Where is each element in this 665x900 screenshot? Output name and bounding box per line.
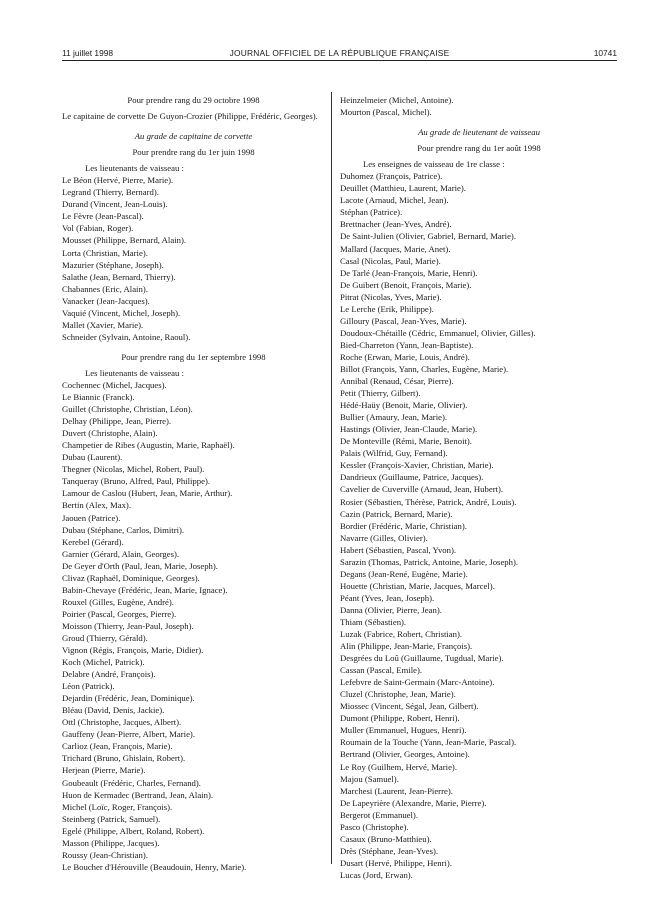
name-entry: Michel (Loïc, Roger, François). xyxy=(62,801,173,812)
name-entry: Egelé (Philippe, Albert, Roland, Robert). xyxy=(62,825,205,836)
name-entry: Stéphan (Patrice). xyxy=(340,207,403,218)
name-entry: Groud (Thierry, Gérald). xyxy=(62,632,148,643)
name-entry: Bertrand (Olivier, Georges, Antoine). xyxy=(340,749,470,760)
rank-heading: Pour prendre rang du 29 octobre 1998 xyxy=(127,95,260,105)
name-entry: De Tarlé (Jean-François, Marie, Henri). xyxy=(340,267,478,278)
name-entry: Bordier (Frédéric, Marie, Christian). xyxy=(340,520,467,531)
name-entry: Mallet (Xavier, Marie). xyxy=(62,319,144,330)
name-entry: Lacote (Arnaud, Michel, Jean). xyxy=(340,195,449,206)
name-entry: Salathe (Jean, Bernard, Thierry). xyxy=(62,271,176,282)
name-entry: Rosier (Sébastien, Thérèse, Patrick, André, Louis). xyxy=(340,496,517,507)
name-entry: Bléau (David, Denis, Jackie). xyxy=(62,705,165,716)
name-entry: Le Roy (Guilhem, Hervé, Marie). xyxy=(340,761,458,772)
grade-heading: Au grade de capitaine de corvette xyxy=(134,131,253,142)
name-entry: Houette (Christian, Marie, Jacques, Marcel). xyxy=(340,580,495,591)
name-entry: Bertin (Alex, Max). xyxy=(62,500,131,511)
name-entry: Hastings (Olivier, Jean-Claude, Marie). xyxy=(340,424,478,435)
name-entry: Kessler (François-Xavier, Christian, Marie). xyxy=(340,460,494,471)
name-entry: Cazin (Patrick, Bernard, Marie). xyxy=(340,508,453,519)
name-entry: Lamour de Caslou (Hubert, Jean, Marie, Arthur). xyxy=(62,488,233,499)
name-entry: Carlioz (Jean, François, Marie). xyxy=(62,741,173,752)
name-entry: Delhay (Philippe, Jean, Pierre). xyxy=(62,416,172,427)
name-entry: Pitrat (Nicolas, Yves, Marie). xyxy=(340,291,442,302)
name-entry: Ottl (Christophe, Jacques, Albert). xyxy=(62,717,182,728)
name-entry: Navarre (Gilles, Olivier). xyxy=(340,532,428,543)
name-entry: Moisson (Thierry, Jean-Paul, Joseph). xyxy=(62,620,194,631)
right-column xyxy=(340,94,618,881)
name-entry: De Lapeyrière (Alexandre, Marie, Pierre). xyxy=(340,797,487,808)
name-entry: Doudoux-Chétaille (Cédric, Emmanuel, Olivier, Gilles). xyxy=(340,327,536,338)
capitaine-entry: Le capitaine de corvette De Guyon-Crozier (Philippe, Frédéric, Georges). xyxy=(62,111,318,122)
name-entry: Kerebel (Gérard). xyxy=(62,536,124,547)
name-entry: Muller (Emmanuel, Hugues, Henri). xyxy=(340,725,467,736)
name-entry: Babin-Chevaye (Frédéric, Jean, Marie, Ignace). xyxy=(62,584,228,595)
name-entry: Deuillet (Matthieu, Laurent, Marie). xyxy=(340,183,466,194)
name-entry: Péant (Yves, Jean, Joseph). xyxy=(340,592,435,603)
name-entry: Mazurier (Stéphane, Joseph). xyxy=(62,259,164,270)
name-entry: Mallard (Jacques, Marie, Anet). xyxy=(340,243,451,254)
name-entry: Le Boucher d'Hérouville (Beaudouin, Henry, Marie). xyxy=(62,861,247,872)
name-entry: Roche (Erwan, Marie, Louis, André). xyxy=(340,351,470,362)
name-entry: Le Fèvre (Jean-Pascal). xyxy=(62,211,144,222)
name-entry: Lucas (Jord, Erwan). xyxy=(340,869,413,880)
name-entry: Delabre (André, François). xyxy=(62,669,156,680)
rank-heading: Pour prendre rang du 1er août 1998 xyxy=(417,143,541,154)
name-entry: Goubeault (Frédéric, Charles, Fernand). xyxy=(62,777,201,788)
name-list xyxy=(62,379,325,873)
name-entry: Hédé-Haüy (Benoit, Marie, Olivier). xyxy=(340,400,468,411)
name-entry: Vanacker (Jean-Jacques). xyxy=(62,295,150,306)
name-entry: Pasco (Christophe). xyxy=(340,821,409,832)
name-entry: De Geyer d'Orth (Paul, Jean, Marie, Joseph). xyxy=(62,560,218,571)
name-entry: Degans (Jean-René, Eugène, Marie). xyxy=(340,568,468,579)
name-entry: Jaouen (Patrice). xyxy=(62,512,121,523)
name-entry: Vol (Fabian, Roger). xyxy=(62,223,134,234)
grade-heading: Au grade de lieutenant de vaisseau xyxy=(418,127,540,138)
name-entry: Duhomez (François, Patrice). xyxy=(340,171,443,182)
name-entry: Heinzelmeier (Michel, Antoine). xyxy=(340,95,454,105)
name-entry: Mousset (Philippe, Bernard, Alain). xyxy=(62,235,187,246)
name-entry: Garnier (Gérard, Alain, Georges). xyxy=(62,548,180,559)
rank-heading: Pour prendre rang du 1er septembre 1998 xyxy=(121,351,266,362)
name-entry: Habert (Sébastien, Pascal, Yvon). xyxy=(340,544,457,555)
name-list xyxy=(340,94,618,118)
name-entry: Trichard (Bruno, Ghislain, Robert). xyxy=(62,753,186,764)
name-entry: Dusart (Hervé, Philippe, Henri). xyxy=(340,857,452,868)
name-entry: Lorta (Christian, Marie). xyxy=(62,247,148,258)
name-entry: Gilloury (Pascal, Jean-Yves, Marie). xyxy=(340,315,467,326)
name-entry: Guillet (Christophe, Christian, Léon). xyxy=(62,404,193,415)
name-entry: Gauffeny (Jean-Pierre, Albert, Marie). xyxy=(62,729,195,740)
name-entry: Bullier (Amaury, Jean, Marie). xyxy=(340,412,448,423)
header-date: 11 juillet 1998 xyxy=(62,48,114,58)
name-entry: Marchesi (Laurent, Jean-Pierre). xyxy=(340,785,453,796)
name-entry: Tanqueray (Bruno, Alfred, Paul, Philippe). xyxy=(62,476,211,487)
group-intro: Les lieutenants de vaisseau : xyxy=(85,367,184,378)
name-entry: Le Biannic (Franck). xyxy=(62,392,135,403)
name-entry: Annibal (Renaud, César, Pierre). xyxy=(340,376,454,387)
group-intro: Les lieutenants de vaisseau : xyxy=(85,163,184,174)
name-entry: Casal (Nicolas, Paul, Marie). xyxy=(340,255,441,266)
name-entry: De Guibert (Benoit, François, Marie). xyxy=(340,279,472,290)
name-entry: Dubau (Laurent). xyxy=(62,452,123,463)
name-entry: Durand (Vincent, Jean-Louis). xyxy=(62,199,168,210)
name-list xyxy=(62,174,325,343)
name-entry: Sarazin (Thomas, Patrick, Antoine, Marie, Joseph). xyxy=(340,556,519,567)
name-entry: Legrand (Thierry, Bernard). xyxy=(62,187,159,198)
name-entry: Herjean (Pierre, Marie). xyxy=(62,765,146,776)
left-column xyxy=(62,94,325,873)
name-entry: Cluzel (Christophe, Jean, Marie). xyxy=(340,689,456,700)
group-intro: Les enseignes de vaisseau de 1re classe : xyxy=(363,159,505,170)
name-entry: Champetier de Ribes (Augustin, Marie, Raphaël). xyxy=(62,440,235,451)
name-entry: Dandrieux (Guillaume, Patrice, Jacques). xyxy=(340,472,484,483)
name-entry: Dejardin (Frédéric, Jean, Dominique). xyxy=(62,693,195,704)
name-entry: Drès (Stéphane, Jean-Yves). xyxy=(340,845,439,856)
name-entry: Chabannes (Eric, Alain). xyxy=(62,283,148,294)
name-entry: Steinberg (Patrick, Samuel). xyxy=(62,813,161,824)
name-entry: Koch (Michel, Patrick). xyxy=(62,657,145,668)
name-entry: Roumain de la Touche (Yann, Jean-Marie, Pascal). xyxy=(340,737,517,748)
header-title: JOURNAL OFFICIEL DE LA RÉPUBLIQUE FRANÇAISE xyxy=(229,48,450,58)
name-entry: Vaquié (Vincent, Michel, Joseph). xyxy=(62,307,181,318)
name-entry: Duvert (Christophe, Alain). xyxy=(62,428,158,439)
name-entry: Masson (Philippe, Jacques). xyxy=(62,837,160,848)
name-entry: Lefebvre de Saint-Germain (Marc-Antoine). xyxy=(340,677,495,688)
name-entry: De Monteville (Rémi, Marie, Benoit). xyxy=(340,436,472,447)
name-entry: Cochennec (Michel, Jacques). xyxy=(62,379,167,390)
column-divider xyxy=(331,92,332,864)
name-entry: Bied-Charreton (Yann, Jean-Baptiste). xyxy=(340,339,474,350)
name-entry: Desgrées du Loû (Guillaume, Tugdual, Marie). xyxy=(340,653,504,664)
name-entry: Luzak (Fabrice, Robert, Christian). xyxy=(340,629,463,640)
name-entry: De Saint-Julien (Olivier, Gabriel, Bernard, Marie). xyxy=(340,231,516,242)
name-entry: Mourton (Pascal, Michel). xyxy=(340,107,432,118)
name-entry: Vignon (Régis, François, Marie, Didier). xyxy=(62,645,204,656)
name-entry: Casaux (Bruno-Matthieu). xyxy=(340,833,432,844)
name-entry: Le Béon (Hervé, Pierre, Marie). xyxy=(62,175,174,186)
name-entry: Bergerot (Emmanuel). xyxy=(340,809,419,820)
name-entry: Thiam (Sébastien). xyxy=(340,616,407,627)
name-entry: Brettnacher (Jean-Yves, André). xyxy=(340,219,452,230)
name-entry: Majou (Samuel). xyxy=(340,773,399,784)
name-entry: Cavelier de Cuverville (Arnaud, Jean, Hubert). xyxy=(340,484,504,495)
name-entry: Le Lerche (Erik, Philippe). xyxy=(340,303,434,314)
rank-heading: Pour prendre rang du 1er juin 1998 xyxy=(132,147,255,158)
name-entry: Dubau (Stéphane, Carlos, Dimitri). xyxy=(62,524,185,535)
name-entry: Roussy (Jean-Christian). xyxy=(62,849,148,860)
page-header xyxy=(62,46,617,61)
name-entry: Danna (Olivier, Pierre, Jean). xyxy=(340,604,442,615)
name-entry: Cassan (Pascal, Emile). xyxy=(340,665,423,676)
name-entry: Petit (Thierry, Gilbert). xyxy=(340,388,421,399)
name-list xyxy=(340,170,618,881)
name-entry: Rouxel (Gilles, Eugène, André). xyxy=(62,596,174,607)
name-entry: Miossec (Vincent, Ségal, Jean, Gilbert). xyxy=(340,701,479,712)
name-entry: Alin (Philippe, Jean-Marie, François). xyxy=(340,641,473,652)
name-entry: Huon de Kermadec (Bertrand, Jean, Alain). xyxy=(62,789,214,800)
name-entry: Léon (Patrick). xyxy=(62,681,115,692)
name-entry: Billot (François, Yann, Charles, Eugène, Marie). xyxy=(340,363,509,374)
name-entry: Palais (Wilfrid, Guy, Fernand). xyxy=(340,448,448,459)
name-entry: Poirier (Pascal, Georges, Pierre). xyxy=(62,608,177,619)
name-entry: Clivaz (Raphaël, Dominique, Georges). xyxy=(62,572,200,583)
name-entry: Schneider (Sylvain, Antoine, Raoul). xyxy=(62,331,191,342)
name-entry: Dumont (Philippe, Robert, Henri). xyxy=(340,713,460,724)
name-entry: Thegner (Nicolas, Michel, Robert, Paul). xyxy=(62,464,205,475)
header-page-number: 10741 xyxy=(593,48,617,58)
